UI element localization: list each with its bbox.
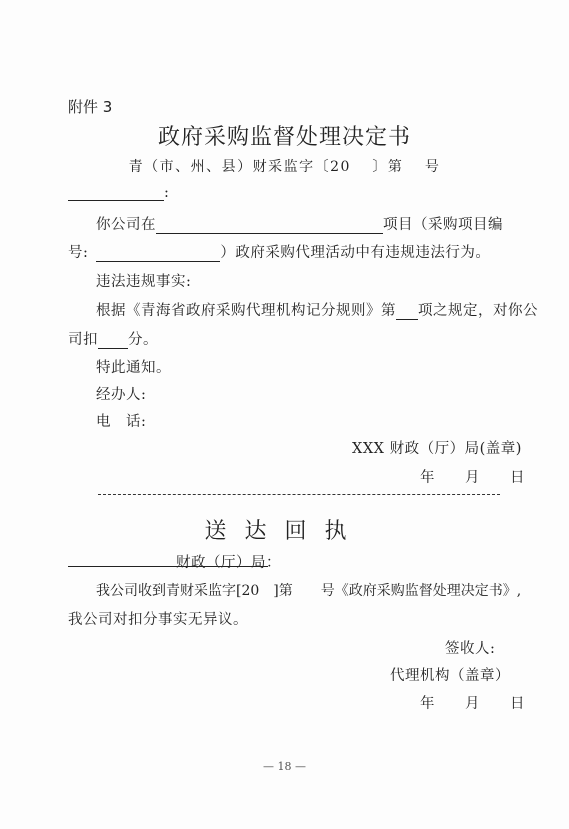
recipient-blank (68, 184, 164, 201)
deduct-text-a: 司扣 (68, 332, 98, 348)
issue-date: 年 月 日 (420, 470, 525, 486)
signer-label: 签收人: (445, 641, 496, 657)
receipt-date: 年 月 日 (420, 696, 525, 712)
para1-text-b: 项目（采购项目编 (383, 217, 503, 233)
issuer-seal: XXX 财政（厅）局(盖章) (352, 441, 522, 457)
basis-text-a: 根据《青海省政府采购代理机构记分规则》第 (96, 303, 396, 319)
handler-label: 经办人: (96, 387, 147, 403)
paragraph-1-line-2 (68, 241, 490, 262)
para1-text-d: ）政府采购代理活动中有违规违法行为。 (220, 245, 491, 261)
page-number: — 18 — (263, 760, 306, 773)
project-number-blank (96, 245, 220, 262)
agency-seal: 代理机构（盖章） (390, 668, 510, 684)
notice-text: 特此通知。 (96, 360, 171, 376)
receipt-addressee: 财政（厅）局： (176, 555, 281, 571)
receipt-body-line-1: 我公司收到青财采监字[20 ]第 号《政府采购监督处理决定书》, (96, 583, 522, 599)
addressee-underline (68, 566, 268, 567)
para1-text-a: 你公司在 (96, 217, 156, 233)
para1-text-c: 号: (68, 245, 89, 261)
addressee-blank (68, 556, 176, 572)
receipt-title: 送达回执 (204, 519, 365, 544)
attachment-label: 附件 3 (68, 98, 113, 116)
document-number: 青（市、州、县）财采监字〔20 〕第 号 (128, 159, 441, 175)
deduct-text-b: 分。 (128, 332, 158, 348)
project-blank (156, 217, 383, 234)
clause-blank (396, 303, 418, 320)
points-blank (98, 332, 128, 349)
recipient-line (68, 184, 169, 201)
cut-line-divider (98, 494, 500, 495)
document-title: 政府采购监督处理决定书 (157, 125, 411, 150)
receipt-addressee-line (68, 551, 281, 572)
deduct-line (68, 328, 158, 349)
phone-label: 电 话: (96, 414, 147, 430)
basis-text-b: 项之规定，对你公 (418, 303, 538, 319)
recipient-colon: : (164, 185, 170, 201)
paragraph-1-line-1 (96, 213, 503, 234)
violation-facts-label: 违法违规事实: (96, 274, 192, 290)
receipt-body-line-2: 我公司对扣分事实无异议。 (68, 612, 248, 628)
basis-line (96, 299, 538, 320)
